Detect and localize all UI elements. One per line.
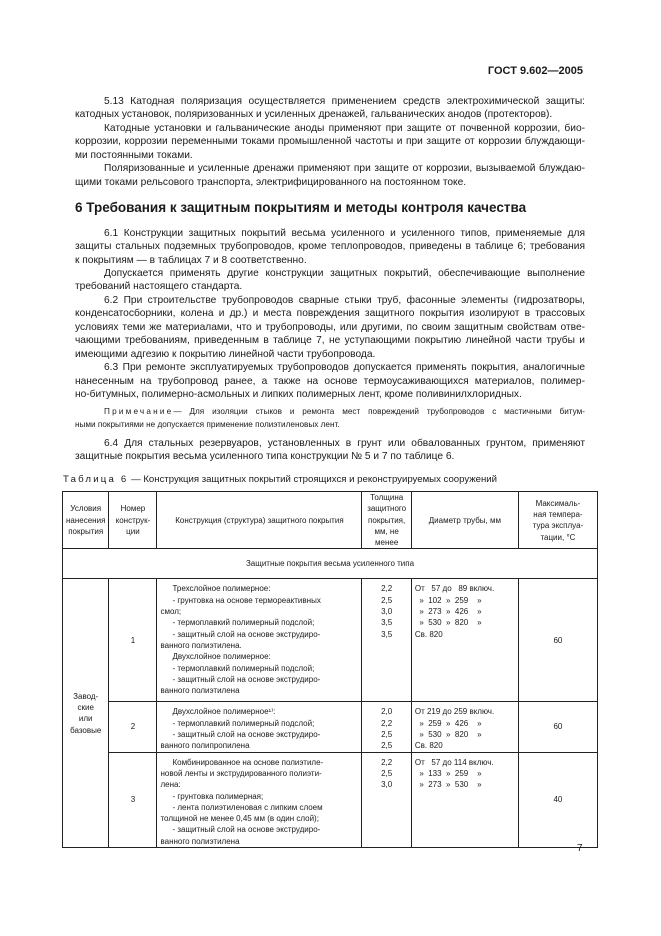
diameter-range: » 530 » 820 » bbox=[414, 618, 482, 628]
header-line: ная темпера- bbox=[533, 509, 583, 519]
thickness-value: 2,5 bbox=[381, 595, 393, 605]
thickness-cell bbox=[362, 579, 411, 702]
construction-cell bbox=[157, 702, 362, 752]
construction-line: новой ленты и экструдированного полиэти- bbox=[160, 768, 322, 778]
construction-number: 2 bbox=[109, 702, 157, 752]
header-line: тура эксплуа- bbox=[532, 521, 584, 531]
document-id: ГОСТ 9.602—2005 bbox=[487, 65, 583, 77]
thickness-value: 2,2 bbox=[381, 584, 393, 594]
paragraph bbox=[75, 361, 585, 401]
construction-cell bbox=[157, 752, 362, 847]
diameter-cell bbox=[411, 579, 518, 702]
construction-line: Комбинированное на основе полиэтиле- bbox=[172, 757, 324, 767]
construction-line: ванного полиэтилена. bbox=[160, 640, 242, 650]
text-line: чающими требованиям, приведенным в таблице 7, не уступающими покрытию линейной части трубы и bbox=[75, 335, 585, 347]
text-line: защиты стальных подземных трубопроводов, кроме теплопроводов, приведены в таблице 6; требования bbox=[75, 241, 585, 253]
construction-number: 1 bbox=[109, 579, 157, 702]
header-line: Конструкция (структура) защитного покрытия bbox=[175, 515, 344, 525]
header-line: тации, °С bbox=[540, 532, 576, 542]
table-row bbox=[63, 702, 598, 752]
text-line: 6.3 При ремонте эксплуатируемых трубопроводов допускается применять покрытия, аналогичные bbox=[104, 362, 585, 374]
header-line: покрытия bbox=[68, 526, 104, 536]
thickness-value: 3,0 bbox=[381, 607, 393, 617]
construction-line: - защитный слой на основе экструдиро- bbox=[172, 629, 321, 639]
construction-line: ванного полиэтилена bbox=[160, 686, 240, 696]
construction-line: ванного полипропилена bbox=[160, 741, 250, 751]
text-line: 6.1 Конструкции защитных покрытий весьма усиленного и усиленного типов, применяемые для bbox=[104, 227, 585, 239]
construction-line: - лента полиэтиленовая с липким слоем bbox=[172, 802, 323, 812]
document-body bbox=[63, 95, 585, 486]
diameter-range: От 57 до 89 включ. bbox=[414, 584, 495, 594]
page-number: 7 bbox=[577, 843, 583, 854]
diameter-range: » 273 » 426 » bbox=[414, 607, 482, 617]
group-title: Защитные покрытия весьма усиленного типа bbox=[63, 549, 598, 579]
text-line: ми постоянными токами. bbox=[75, 149, 193, 161]
max-temperature: 60 bbox=[518, 579, 597, 702]
thickness-value: 3,0 bbox=[381, 780, 393, 790]
paragraph bbox=[75, 95, 585, 122]
construction-line: - термоплавкий полимерный подслой; bbox=[172, 618, 315, 628]
construction-number: 3 bbox=[109, 752, 157, 847]
header-line: мм, не bbox=[374, 526, 399, 536]
text-line: катодных установок, поляризованных и усиленных дренажей, гальванических анодов (протекторов). bbox=[75, 109, 553, 121]
text-line: условиях теми же материалами, что и трубопроводы, или другими, по своим защитным свойствам отве- bbox=[75, 321, 585, 333]
diameter-range: » 273 » 530 » bbox=[414, 780, 482, 790]
thickness-value: 3,5 bbox=[381, 618, 393, 628]
column-header bbox=[518, 492, 597, 549]
paragraph bbox=[75, 437, 585, 464]
table-row bbox=[63, 579, 598, 702]
text-line: щими токами рельсового транспорта, электрифицированного на постоянном токе. bbox=[75, 176, 467, 188]
note-line: ными покрытиями не допускается применение полиэтиленовых лент. bbox=[75, 419, 340, 429]
construction-line: лена: bbox=[160, 780, 181, 790]
note-label: Примечание bbox=[104, 406, 174, 416]
construction-cell bbox=[157, 579, 362, 702]
paragraph bbox=[75, 294, 585, 361]
text-line: 6.4 Для стальных резервуаров, установленных в грунт или обвалованных грунтом, применяют bbox=[104, 437, 585, 449]
thickness-cell bbox=[362, 702, 411, 752]
text-line: конденсатосборники, колена и др.) и места повреждения защитного покрытия изолируют в трассовых bbox=[75, 308, 585, 320]
thickness-value: 2,2 bbox=[381, 757, 393, 767]
paragraph bbox=[75, 227, 585, 267]
thickness-value: 3,5 bbox=[381, 629, 393, 639]
note bbox=[75, 405, 585, 431]
construction-line: Двухслойное полимерное: bbox=[172, 652, 271, 662]
text-line: Катодные установки и гальванические аноды применяют при защите от почвенной коррозии, био- bbox=[104, 122, 585, 134]
thickness-value: 2,5 bbox=[381, 741, 393, 751]
construction-line: - термоплавкий полимерный подслой; bbox=[172, 718, 315, 728]
text-line: 6.2 При строительстве трубопроводов сварные стыки труб, фасонные элементы (гидрозатворы, bbox=[104, 294, 585, 306]
thickness-value: 2,5 bbox=[381, 730, 393, 740]
diameter-range: От 219 до 259 включ. bbox=[414, 707, 495, 717]
caption-label: Таблица 6 bbox=[63, 474, 129, 486]
condition-line: базовые bbox=[70, 725, 102, 735]
caption-text: — Конструкция защитных покрытий строящихся и реконструируемых сооружений bbox=[128, 474, 498, 486]
header-line: Максималь- bbox=[535, 498, 581, 508]
construction-line: смол; bbox=[160, 607, 182, 617]
construction-line: Трехслойное полимерное: bbox=[172, 584, 271, 594]
note-line bbox=[75, 405, 585, 418]
text-line: коррозии, коррозии переменными токами промышленной частоты и при защите от коррозии блуждающи- bbox=[75, 136, 585, 148]
section-heading: 6 Требования к защитным покрытиям и методы контроля качества bbox=[75, 200, 527, 216]
construction-line: - грунтовка полимерная; bbox=[172, 791, 264, 801]
header-line: нанесения bbox=[66, 515, 106, 525]
paragraph bbox=[75, 267, 585, 294]
diameter-range: » 133 » 259 » bbox=[414, 768, 482, 778]
diameter-range: » 259 » 426 » bbox=[414, 718, 482, 728]
header-line: Диаметр трубы, мм bbox=[428, 515, 501, 525]
diameter-cell bbox=[411, 752, 518, 847]
table-row bbox=[63, 752, 598, 847]
column-header bbox=[109, 492, 157, 549]
column-header bbox=[63, 492, 109, 549]
text-line: 5.13 Катодная поляризация осуществляется применением средств электрохимической защиты: bbox=[104, 96, 585, 107]
condition-line: ские bbox=[77, 702, 94, 712]
paragraph bbox=[75, 162, 585, 189]
construction-line: Двухслойное полимерное¹⁾: bbox=[172, 707, 276, 717]
construction-line: - термоплавкий полимерный подслой; bbox=[172, 663, 315, 673]
text-line: защитные покрытия весьма усиленного типа конструкции № 5 и 7 по таблице 6. bbox=[75, 450, 455, 462]
column-header bbox=[362, 492, 411, 549]
text-line: требований настоящего стандарта. bbox=[75, 281, 243, 293]
diameter-range: От 57 до 114 включ. bbox=[414, 757, 494, 767]
max-temperature: 60 bbox=[518, 702, 597, 752]
text-line: к покрытиям — в таблицах 7 и 8 соответственно. bbox=[75, 254, 307, 266]
column-header bbox=[411, 492, 518, 549]
construction-line: - защитный слой на основе экструдиро- bbox=[172, 825, 321, 835]
paragraph bbox=[75, 122, 585, 162]
diameter-range: Св. 820 bbox=[414, 629, 443, 639]
condition-line: или bbox=[78, 714, 93, 724]
header-line: покрытия, bbox=[368, 515, 406, 525]
text-line: нанесенным на трубопровод ранее, а также на основе термоусаживающихся материалов, полимер- bbox=[75, 375, 585, 387]
header-line: защитного bbox=[367, 504, 407, 514]
table-caption bbox=[63, 473, 585, 486]
thickness-value: 2,2 bbox=[381, 718, 393, 728]
thickness-value: 2,0 bbox=[381, 707, 393, 717]
header-line: Толщина bbox=[370, 493, 404, 502]
text-line: Допускается применять другие конструкции защитных покрытий, обеспечивающие выполнение bbox=[104, 267, 585, 279]
diameter-range: Св. 820 bbox=[414, 741, 443, 751]
construction-line: толщиной не менее 0,45 мм (в один слой); bbox=[160, 814, 319, 824]
max-temperature: 40 bbox=[518, 752, 597, 847]
construction-line: - грунтовка на основе термореактивных bbox=[172, 595, 321, 605]
thickness-cell bbox=[362, 752, 411, 847]
table-6 bbox=[62, 491, 598, 848]
construction-line: - защитный слой на основе экструдиро- bbox=[172, 730, 321, 740]
construction-line: ванного полиэтилена bbox=[160, 836, 240, 846]
text-line: но-битумных, полимерно-асмольных и липких полимерных лент, кроме поливинилхлоридных. bbox=[75, 389, 522, 401]
header-line: менее bbox=[375, 538, 399, 548]
header-line: конструк- bbox=[115, 515, 151, 525]
diameter-range: » 530 » 820 » bbox=[414, 730, 482, 740]
construction-line: - защитный слой на основе экструдиро- bbox=[172, 674, 321, 684]
column-header bbox=[157, 492, 362, 549]
header-line: Номер bbox=[120, 504, 146, 514]
header-line: ции bbox=[126, 526, 140, 536]
text-line: имеющими адгезию к покрытию линейной части трубопровода. bbox=[75, 348, 376, 360]
condition-cell bbox=[63, 579, 109, 848]
thickness-value: 2,5 bbox=[381, 768, 393, 778]
diameter-cell bbox=[411, 702, 518, 752]
note-text: — Для изоляции стыков и ремонта мест повреждений трубопроводов с мастичными битум- bbox=[173, 406, 585, 416]
condition-line: Завод- bbox=[73, 691, 99, 701]
text-line: Поляризованные и усиленные дренажи применяют при защите от коррозии, вызываемой блуждаю- bbox=[104, 163, 585, 175]
header-line: Условия bbox=[70, 504, 102, 514]
diameter-range: » 102 » 259 » bbox=[414, 595, 482, 605]
